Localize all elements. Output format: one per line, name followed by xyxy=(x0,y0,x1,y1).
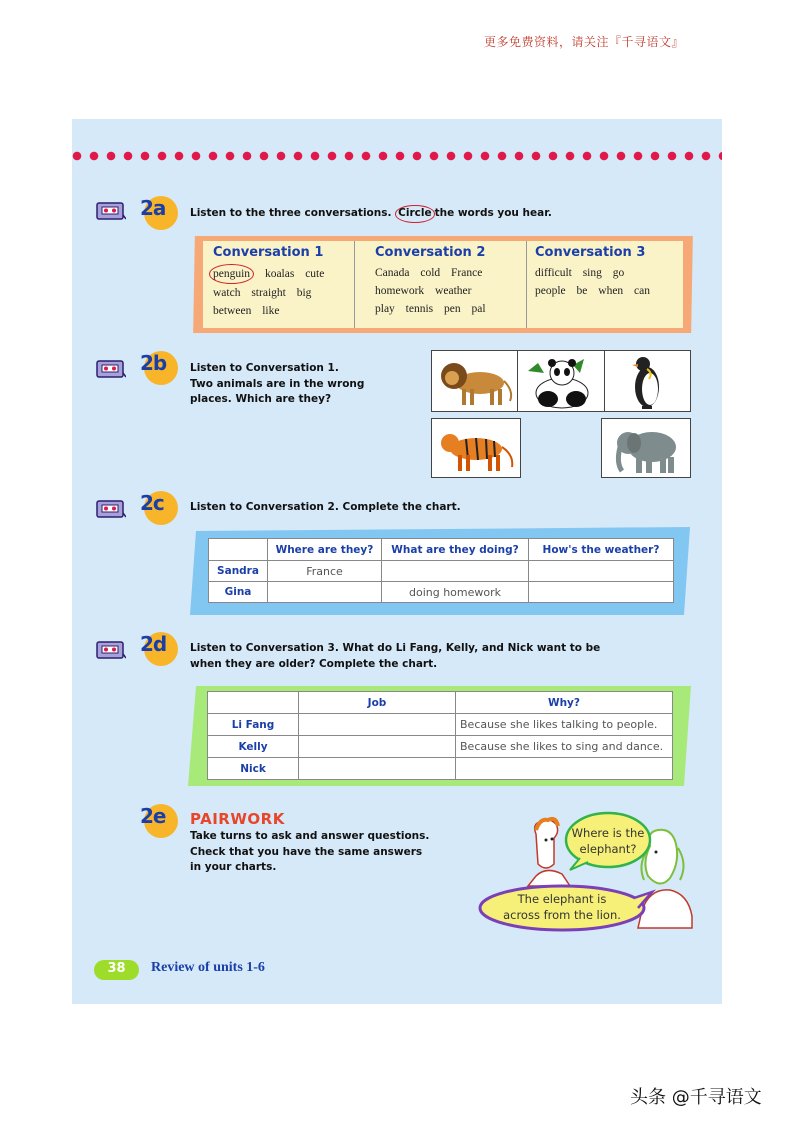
section-label: 2e xyxy=(140,804,166,828)
instruction-text: in your charts. xyxy=(190,861,277,873)
instruction-text: Listen to the three conversations. xyxy=(190,207,392,219)
table-header-row xyxy=(209,539,674,561)
answer-cell[interactable] xyxy=(529,582,674,603)
answer-cell[interactable]: Because she likes talking to people. xyxy=(456,714,673,736)
row-label: Kelly xyxy=(208,736,299,758)
word-list xyxy=(213,264,355,320)
answer-cell[interactable] xyxy=(299,736,456,758)
word-line: people be when can xyxy=(535,285,651,297)
section-label: 2d xyxy=(140,632,167,656)
table-row xyxy=(208,758,673,780)
cassette-icon xyxy=(96,640,126,660)
table-row xyxy=(209,582,674,603)
table-header: Job xyxy=(299,692,456,714)
cassette-icon xyxy=(96,499,126,519)
answer-cell[interactable] xyxy=(456,758,673,780)
bubble-text: Where is the xyxy=(571,826,645,840)
penguin-photo xyxy=(604,350,691,412)
elephant-photo xyxy=(601,418,691,478)
answer-cell[interactable] xyxy=(299,758,456,780)
row-label: Sandra xyxy=(209,561,268,582)
bubble-text: elephant? xyxy=(579,842,637,856)
instruction-2e xyxy=(190,829,429,876)
boy-figure xyxy=(528,819,570,886)
header-note: 更多免费资料，请关注『千寻语文』 xyxy=(484,35,685,49)
row-label: Li Fang xyxy=(208,714,299,736)
answer-cell[interactable] xyxy=(268,582,382,603)
instruction-text: places. Which are they? xyxy=(190,393,332,405)
table-header: Why? xyxy=(456,692,673,714)
lion-photo xyxy=(431,350,518,412)
question-bubble xyxy=(566,813,650,870)
word-line: between like xyxy=(213,305,280,317)
circle-word: Circle xyxy=(395,205,434,223)
table-header: Where are they? xyxy=(268,539,382,561)
answer-cell[interactable] xyxy=(382,561,529,582)
section-badge-2a xyxy=(140,196,178,230)
instruction-2b xyxy=(190,361,364,408)
answer-cell[interactable] xyxy=(299,714,456,736)
instruction-text: Check that you have the same answers xyxy=(190,845,423,858)
answer-cell[interactable] xyxy=(529,561,674,582)
pairwork-illustration xyxy=(474,806,700,936)
dotted-border xyxy=(72,151,722,161)
footer-title: Review of units 1-6 xyxy=(151,960,265,975)
word-line: Canada cold France xyxy=(375,267,483,279)
table-header: What are they doing? xyxy=(382,539,529,561)
watermark: 头条 @千寻语文 xyxy=(630,1087,762,1108)
table-row xyxy=(208,736,673,758)
conversation-3 xyxy=(526,241,684,328)
section-badge-2d xyxy=(140,632,178,666)
table-header xyxy=(208,692,299,714)
conversation-title: Conversation 3 xyxy=(535,245,646,260)
answer-bubble xyxy=(480,886,652,930)
instruction-2c: Listen to Conversation 2. Complete the chart. xyxy=(190,501,461,513)
instruction-text: when they are older? Complete the chart. xyxy=(190,657,438,670)
textbook-page xyxy=(72,119,722,1004)
table-header xyxy=(209,539,268,561)
section-badge-2c xyxy=(140,491,178,525)
section-badge-2b xyxy=(140,351,178,385)
cassette-icon xyxy=(96,359,126,379)
chart-2d xyxy=(207,691,673,780)
bubble-text: across from the lion. xyxy=(503,908,621,922)
word-line: watch straight big xyxy=(213,287,312,299)
panda-photo xyxy=(517,350,605,412)
section-badge-2e xyxy=(140,804,178,838)
answer-cell[interactable]: doing homework xyxy=(382,582,529,603)
conversation-2 xyxy=(354,241,528,328)
section-label: 2b xyxy=(140,351,167,375)
pairwork-title: PAIRWORK xyxy=(190,810,285,828)
bubble-text: The elephant is xyxy=(517,892,607,906)
chart-2c xyxy=(208,538,674,603)
table-row xyxy=(209,561,674,582)
answer-cell[interactable]: France xyxy=(268,561,382,582)
table-header-row xyxy=(208,692,673,714)
word-list xyxy=(535,264,684,300)
instruction-2d xyxy=(190,641,600,672)
conversation-box xyxy=(203,241,683,328)
conversation-1 xyxy=(203,241,355,328)
answer-cell[interactable]: Because she likes to sing and dance. xyxy=(456,736,673,758)
instruction-text: Listen to Conversation 3. What do Li Fang, Kelly, and Nick want to be xyxy=(190,642,601,654)
instruction-text: the words you hear. xyxy=(434,207,552,219)
page-number-badge xyxy=(94,960,139,980)
instruction-text: Listen to Conversation 1. xyxy=(190,362,339,374)
page-number: 38 xyxy=(107,961,126,976)
instruction-text: Two animals are in the wrong xyxy=(190,377,365,390)
word-line: difficult sing go xyxy=(535,267,625,279)
row-label: Nick xyxy=(208,758,299,780)
section-label: 2a xyxy=(140,196,166,220)
tiger-photo xyxy=(431,418,521,478)
cassette-icon xyxy=(96,201,126,221)
circled-word: penguin xyxy=(209,264,254,284)
instruction-text: Take turns to ask and answer questions. xyxy=(190,830,430,842)
conversation-title: Conversation 2 xyxy=(375,245,486,260)
word-list xyxy=(375,264,528,318)
conversation-title: Conversation 1 xyxy=(213,245,324,260)
table-header: How's the weather? xyxy=(529,539,674,561)
word-line: homework weather xyxy=(375,285,472,297)
word-line: play tennis pen pal xyxy=(375,303,486,315)
table-row xyxy=(208,714,673,736)
word-line: koalas cute xyxy=(264,268,325,280)
row-label: Gina xyxy=(209,582,268,603)
instruction-2a xyxy=(190,205,552,223)
section-label: 2c xyxy=(140,491,164,515)
